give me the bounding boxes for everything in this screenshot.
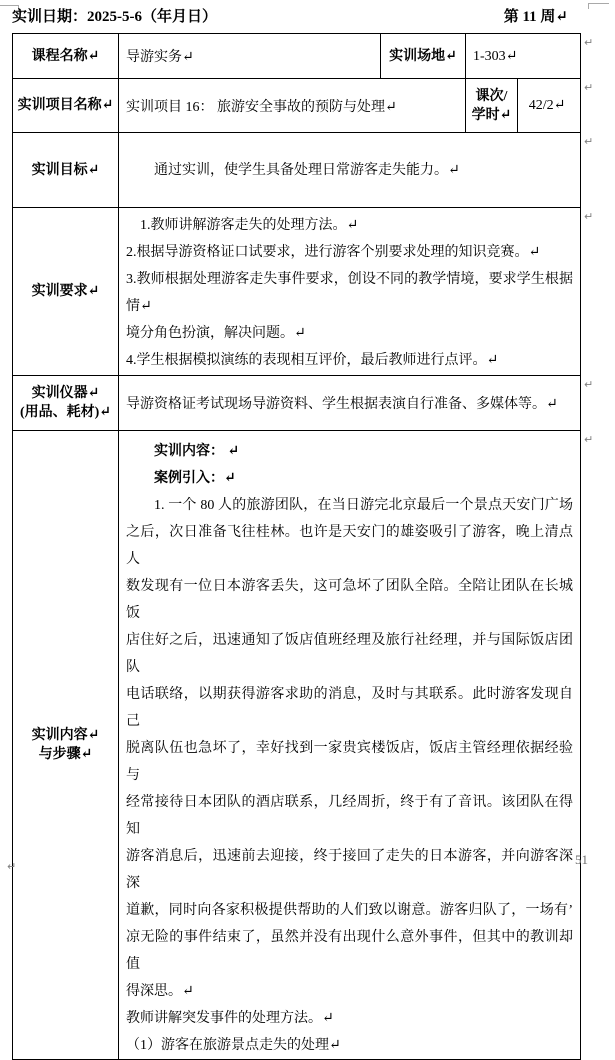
goal-text: 通过实训，使学生具备处理日常游客走失能力。↵ (154, 162, 460, 178)
case-line: 1. 一个 80 人的旅游团队，在当日游完北京最后一个景点天安门广场 (154, 498, 573, 513)
project-name-label: 实训项目名称↵ (13, 79, 119, 133)
case-line: 之后，次日准备飞往桂林。也许是天安门的雄姿吸引了游客，晚上清点人 (126, 525, 573, 567)
row-end-mark-icon: ↵ (584, 210, 594, 223)
session-hours-label-line2: 学时↵ (471, 107, 512, 123)
case-line: 脱离队伍也急坏了，幸好找到一家贵宾楼饭店，饭店主管经理依据经验与 (126, 741, 573, 783)
document-header (12, 7, 580, 27)
course-name-value: 导游实务↵ (119, 34, 381, 79)
table-row-project (13, 79, 581, 133)
row-end-mark-icon: ↵ (584, 36, 594, 49)
requirement-line: 1.教师讲解游客走失的处理方法。↵ (140, 217, 359, 233)
paragraph-mark-icon: ↵ (7, 860, 17, 873)
equipment-label-line1: 实训仪器↵ (31, 386, 100, 401)
requirements-label: 实训要求↵ (13, 208, 119, 376)
lesson-plan-table (12, 33, 581, 1060)
content-heading: 实训内容： ↵ (154, 444, 240, 459)
equipment-label-line2: (用品、耗材)↵ (19, 405, 112, 420)
row-end-mark-icon: ↵ (584, 433, 594, 446)
case-line: 游客消息后，迅速前去迎接，终于接回了走失的日本游客，并向游客深深 (126, 849, 573, 891)
case-line: 电话联络，以期获得游客求助的消息，及时与其联系。此时游客发现自己 (126, 687, 573, 729)
step-line: （1）游客在旅游景点走失的处理↵ (126, 1038, 341, 1053)
method-line: 教师讲解突发事件的处理方法。↵ (126, 1011, 334, 1026)
case-line: 店住好之后，迅速通知了饭店值班经理及旅行社经理，并与国际饭店团队 (126, 633, 573, 675)
requirements-value (119, 208, 581, 376)
row-end-mark-icon: ↵ (584, 135, 594, 148)
equipment-label (13, 376, 119, 431)
requirement-line: 情↵ (126, 298, 152, 314)
week-number-text: 第 11 周↵ (503, 9, 568, 25)
content-steps-label (13, 431, 119, 1060)
requirement-line: 境分角色扮演，解决问题。↵ (126, 325, 306, 341)
content-steps-label-line1: 实训内容↵ (31, 728, 100, 743)
venue-label: 实训场地↵ (381, 34, 466, 79)
case-line: 道歉，同时向各家积极提供帮助的人们致以谢意。游客归队了，一场有’ (126, 903, 573, 918)
course-name-label: 课程名称↵ (13, 34, 119, 79)
row-end-mark-icon: ↵ (584, 81, 594, 94)
case-line: 数发现有一位日本游客丢失，这可急坏了团队全陪。全陪让团队在长城饭 (126, 579, 573, 621)
case-line: 凉无险的事件结束了，虽然并没有出现什么意外事件，但其中的教训却值 (126, 930, 573, 972)
row-end-mark-icon: ↵ (584, 378, 594, 391)
table-row-equipment (13, 376, 581, 431)
case-line: 得深思。↵ (126, 984, 194, 999)
content-steps-label-line2: 与步骤↵ (38, 747, 93, 762)
session-hours-label-line1: 课次/ (475, 88, 508, 104)
case-heading: 案例引入：↵ (154, 471, 236, 486)
training-date-text: 实训日期：2025-5-6（年月日） (12, 9, 217, 25)
table-row-content-steps (13, 431, 581, 1060)
goal-value (119, 133, 581, 208)
equipment-value: 导游资格证考试现场导游资料、学生根据表演自行准备、多媒体等。↵ (119, 376, 581, 431)
requirement-line: 4.学生根据模拟演练的表现相互评价，最后教师进行点评。↵ (126, 352, 499, 368)
content-steps-value (119, 431, 581, 1060)
requirement-line: 3.教师根据处理游客走失事件要求，创设不同的教学情境，要求学生根据 (126, 271, 573, 287)
page-number: 51 (575, 852, 588, 867)
session-hours-label (466, 79, 518, 133)
case-line: 经常接待日本团队的酒店联系，几经周折，终于有了音讯。该团队在得知 (126, 795, 573, 837)
venue-value: 1-303↵ (466, 34, 581, 79)
session-hours-value: 42/2↵ (518, 79, 581, 133)
requirement-line: 2.根据导游资格证口试要求，进行游客个别要求处理的知识竞赛。↵ (126, 244, 541, 260)
project-name-value: 实训项目 16： 旅游安全事故的预防与处理↵ (119, 79, 466, 133)
table-row-requirements (13, 208, 581, 376)
crop-mark-top-right-icon (588, 3, 609, 9)
table-row-goal (13, 133, 581, 208)
goal-label: 实训目标↵ (13, 133, 119, 208)
table-row-course (13, 34, 581, 79)
